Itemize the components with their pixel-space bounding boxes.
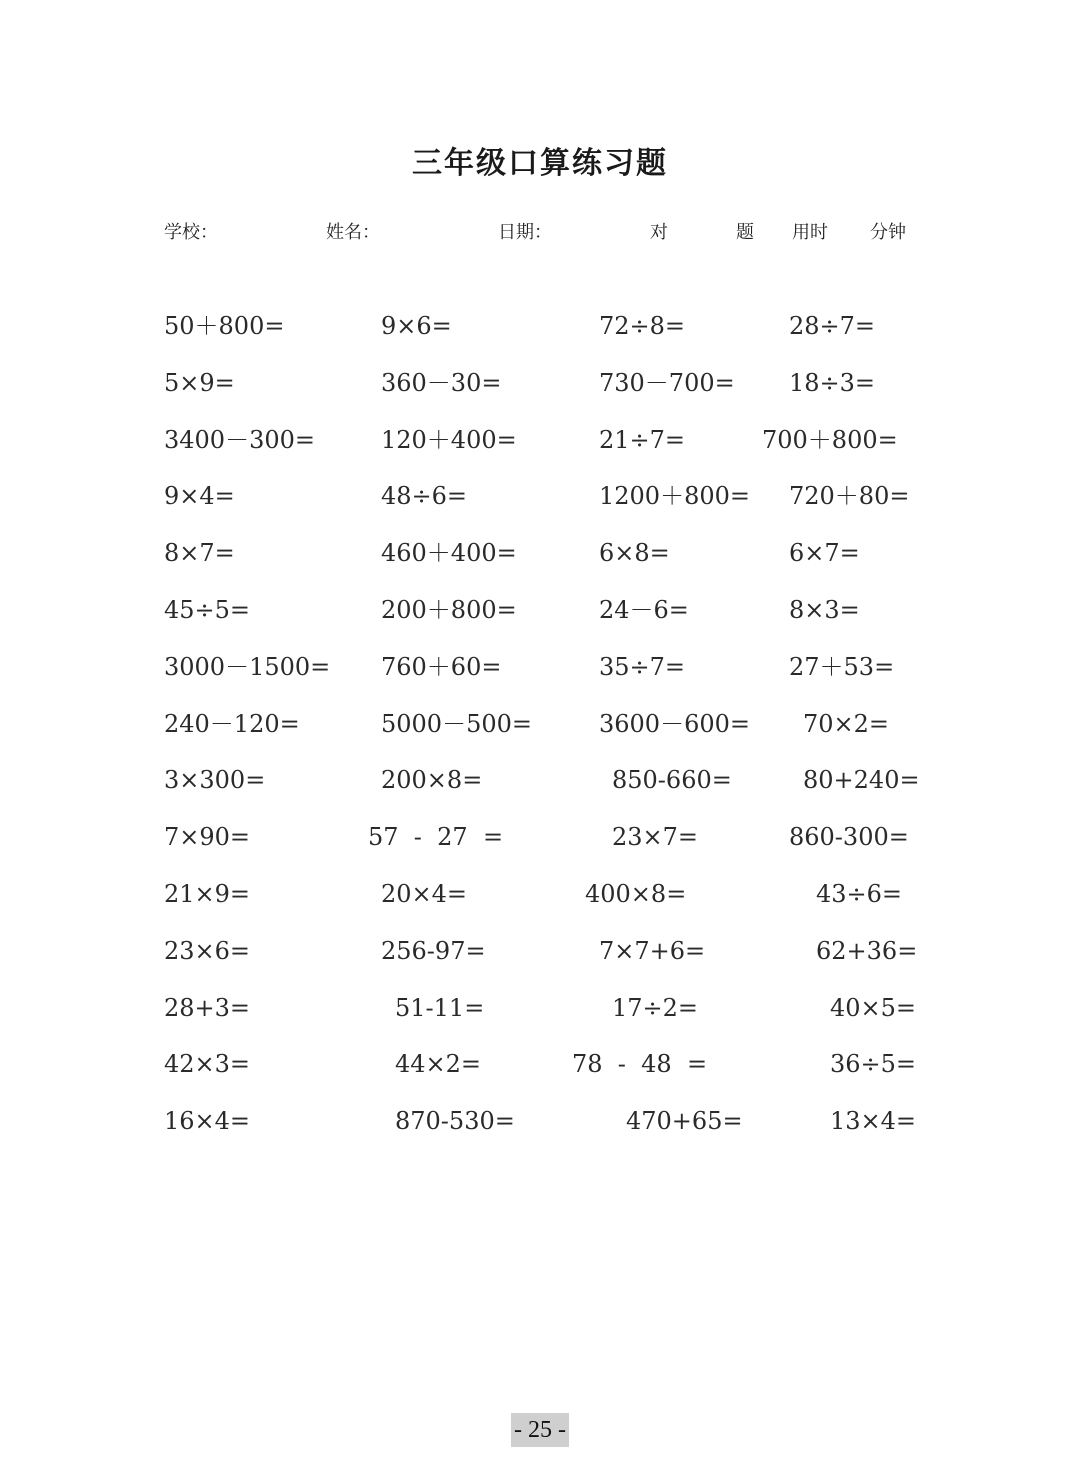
problem-r14-c2: 44×2=: [395, 1050, 482, 1079]
problem-r4-c4: 720＋80=: [789, 482, 910, 511]
problem-r8-c4: 70×2=: [803, 709, 890, 738]
problem-r13-c3: 17÷2=: [612, 993, 699, 1022]
problem-r12-c1: 23×6=: [164, 936, 251, 965]
problem-r1-c4: 28÷7=: [789, 312, 876, 340]
minutes-label: 分钟: [870, 222, 906, 243]
date-label: 日期：: [498, 222, 552, 243]
problem-r11-c1: 21×9=: [164, 880, 251, 908]
problem-r3-c1: 3400－300=: [164, 425, 315, 454]
problem-r10-c2: 57 - 27 =: [368, 823, 504, 852]
problem-r12-c2: 256-97=: [381, 936, 486, 965]
problem-r4-c3: 1200＋800=: [599, 482, 750, 511]
worksheet-title: 三年级口算练习题: [412, 146, 668, 181]
problem-r15-c4: 13×4=: [830, 1107, 917, 1136]
problem-r5-c4: 6×7=: [789, 539, 860, 568]
problem-r8-c3: 3600－600=: [599, 709, 750, 738]
problem-r14-c1: 42×3=: [164, 1050, 251, 1079]
problem-r8-c1: 240－120=: [164, 709, 300, 738]
problem-r11-c2: 20×4=: [381, 880, 468, 908]
problem-r11-c4: 43÷6=: [816, 880, 903, 908]
problem-r2-c2: 360－30=: [381, 368, 502, 397]
problem-r7-c3: 35÷7=: [599, 652, 686, 681]
problem-r10-c3: 23×7=: [612, 823, 699, 852]
problem-r5-c2: 460＋400=: [381, 539, 517, 568]
problem-r14-c3: 78 - 48 =: [572, 1050, 708, 1079]
problem-r11-c3: 400×8=: [585, 880, 687, 908]
problem-r4-c2: 48÷6=: [381, 482, 468, 511]
problem-r5-c1: 8×7=: [164, 539, 235, 568]
problem-r5-c3: 6×8=: [599, 539, 670, 568]
problem-r1-c2: 9×6=: [381, 312, 452, 340]
problem-r2-c4: 18÷3=: [789, 368, 876, 397]
problem-r9-c1: 3×300=: [164, 766, 266, 795]
school-label: 学校：: [164, 222, 218, 243]
problem-r13-c2: 51-11=: [395, 993, 485, 1022]
problem-r9-c4: 80+240=: [803, 766, 920, 795]
time-label: 用时: [792, 222, 828, 243]
problem-r12-c4: 62+36=: [816, 936, 918, 965]
problem-r1-c3: 72÷8=: [599, 312, 686, 340]
name-label: 姓名：: [326, 222, 380, 243]
problem-r15-c1: 16×4=: [164, 1107, 251, 1136]
problem-r7-c2: 760＋60=: [381, 652, 502, 681]
page-number: - 25 -: [511, 1413, 569, 1447]
problem-r3-c4: 700＋800=: [762, 425, 898, 454]
problem-r14-c4: 36÷5=: [830, 1050, 917, 1079]
problem-r10-c4: 860-300=: [789, 823, 909, 852]
correct-label: 对: [650, 222, 668, 243]
problem-r3-c3: 21÷7=: [599, 425, 686, 454]
problem-r13-c1: 28+3=: [164, 993, 251, 1022]
questions-label: 题: [736, 222, 754, 243]
problem-r6-c2: 200＋800=: [381, 596, 517, 624]
problem-r8-c2: 5000－500=: [381, 709, 532, 738]
problem-r6-c1: 45÷5=: [164, 596, 251, 624]
problem-r15-c2: 870-530=: [395, 1107, 515, 1136]
problem-r1-c1: 50＋800=: [164, 312, 285, 340]
problem-r2-c3: 730－700=: [599, 368, 735, 397]
problem-r12-c3: 7×7+6=: [599, 936, 706, 965]
problem-r10-c1: 7×90=: [164, 823, 251, 852]
problem-r2-c1: 5×9=: [164, 368, 235, 397]
problem-r7-c1: 3000－1500=: [164, 652, 331, 681]
problem-r6-c3: 24－6=: [599, 596, 689, 624]
problem-r9-c2: 200×8=: [381, 766, 483, 795]
problem-r3-c2: 120＋400=: [381, 425, 517, 454]
problem-r4-c1: 9×4=: [164, 482, 235, 511]
problem-r15-c3: 470+65=: [626, 1107, 743, 1136]
problem-r9-c3: 850-660=: [612, 766, 732, 795]
problem-r7-c4: 27＋53=: [789, 652, 895, 681]
problem-r6-c4: 8×3=: [789, 596, 860, 624]
problem-r13-c4: 40×5=: [830, 993, 917, 1022]
